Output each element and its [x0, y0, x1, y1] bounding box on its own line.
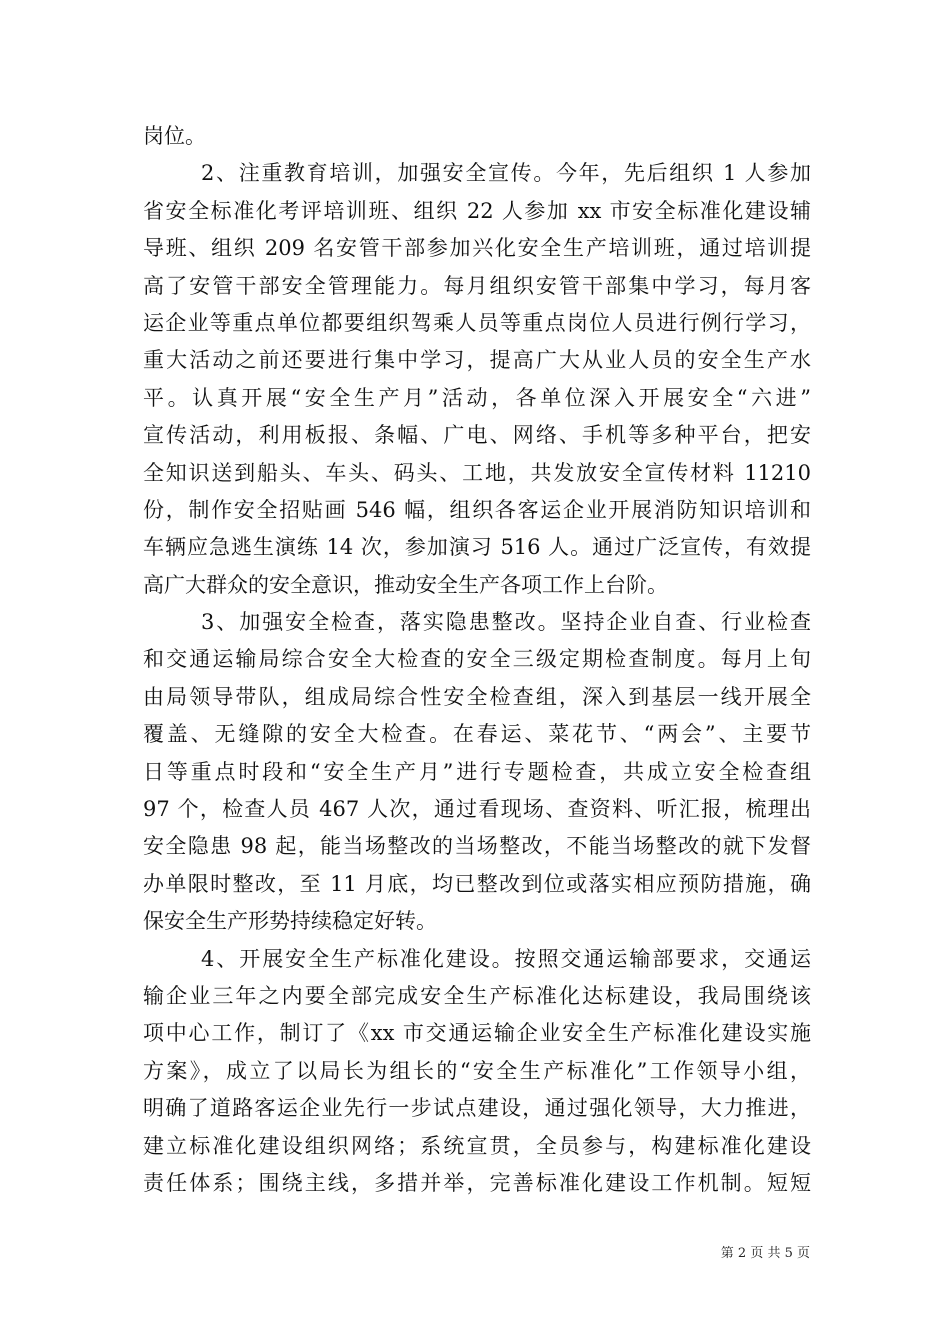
- text-line: 高了安管干部安全管理能力。每月组织安管干部集中学习，每月客: [143, 273, 811, 298]
- text-line: 由局领导带队，组成局综合性安全检查组，深入到基层一线开展全: [143, 684, 811, 709]
- page-number-footer: 第 2 页 共 5 页: [720, 1246, 810, 1261]
- text-line: 覆盖、无缝隙的安全大检查。在春运、菜花节、“两会”、主要节: [143, 722, 811, 747]
- text-line: 明确了道路客运企业先行一步试点建设，通过强化领导，大力推进，: [143, 1096, 811, 1121]
- text-line: 省安全标准化考评培训班、组织 22 人参加 xx 市安全标准化建设辅: [143, 198, 811, 223]
- text-line: 车辆应急逃生演练 14 次，参加演习 516 人。通过广泛宣传，有效提: [143, 535, 811, 560]
- paragraph-3-start: 3、加强安全检查，落实隐患整改。坚持企业自查、行业检查: [201, 610, 811, 635]
- text-line: 导班、组织 209 名安管干部参加兴化安全生产培训班，通过培训提: [143, 236, 811, 261]
- paragraph-2-start: 2、注重教育培训，加强安全宣传。今年，先后组织 1 人参加: [201, 161, 811, 186]
- text-line: 岗位。: [143, 124, 206, 148]
- text-line: 方案》，成立了以局长为组长的“安全生产标准化”工作领导小组，: [143, 1058, 811, 1083]
- text-line: 全知识送到船头、车头、码头、工地，共发放安全宣传材料 11210: [143, 460, 811, 485]
- text-line: 份，制作安全招贴画 546 幅，组织各客运企业开展消防知识培训和: [143, 497, 811, 522]
- text-line: 项中心工作，制订了《xx 市交通运输企业安全生产标准化建设实施: [143, 1021, 811, 1046]
- text-line: 平。认真开展“安全生产月”活动，各单位深入开展安全“六进”: [143, 385, 811, 410]
- text-line: 运企业等重点单位都要组织驾乘人员等重点岗位人员进行例行学习，: [143, 310, 811, 335]
- text-line: 保安全生产形势持续稳定好转。: [143, 909, 437, 934]
- text-line: 输企业三年之内要全部完成安全生产标准化达标建设，我局围绕该: [143, 983, 811, 1008]
- text-line: 重大活动之前还要进行集中学习，提高广大从业人员的安全生产水: [143, 348, 811, 373]
- text-line: 日等重点时段和“安全生产月”进行专题检查，共成立安全检查组: [143, 759, 811, 784]
- text-line: 责任体系；围绕主线，多措并举，完善标准化建设工作机制。短短: [143, 1170, 811, 1195]
- document-body: [143, 118, 811, 1202]
- text-line: 办单限时整改，至 11 月底，均已整改到位或落实相应预防措施，确: [143, 871, 811, 896]
- text-line: 宣传活动，利用板报、条幅、广电、网络、手机等多种平台，把安: [143, 423, 811, 448]
- text-line: 高广大群众的安全意识，推动安全生产各项工作上台阶。: [143, 572, 668, 597]
- text-line: 和交通运输局综合安全大检查的安全三级定期检查制度。每月上旬: [143, 647, 811, 672]
- text-line: 97 个，检查人员 467 人次，通过看现场、查资料、听汇报，梳理出: [143, 797, 811, 822]
- text-line: 建立标准化建设组织网络；系统宣贯，全员参与，构建标准化建设: [143, 1133, 811, 1158]
- text-line: 安全隐患 98 起，能当场整改的当场整改，不能当场整改的就下发督: [143, 834, 811, 859]
- paragraph-4-start: 4、开展安全生产标准化建设。按照交通运输部要求，交通运: [201, 946, 811, 971]
